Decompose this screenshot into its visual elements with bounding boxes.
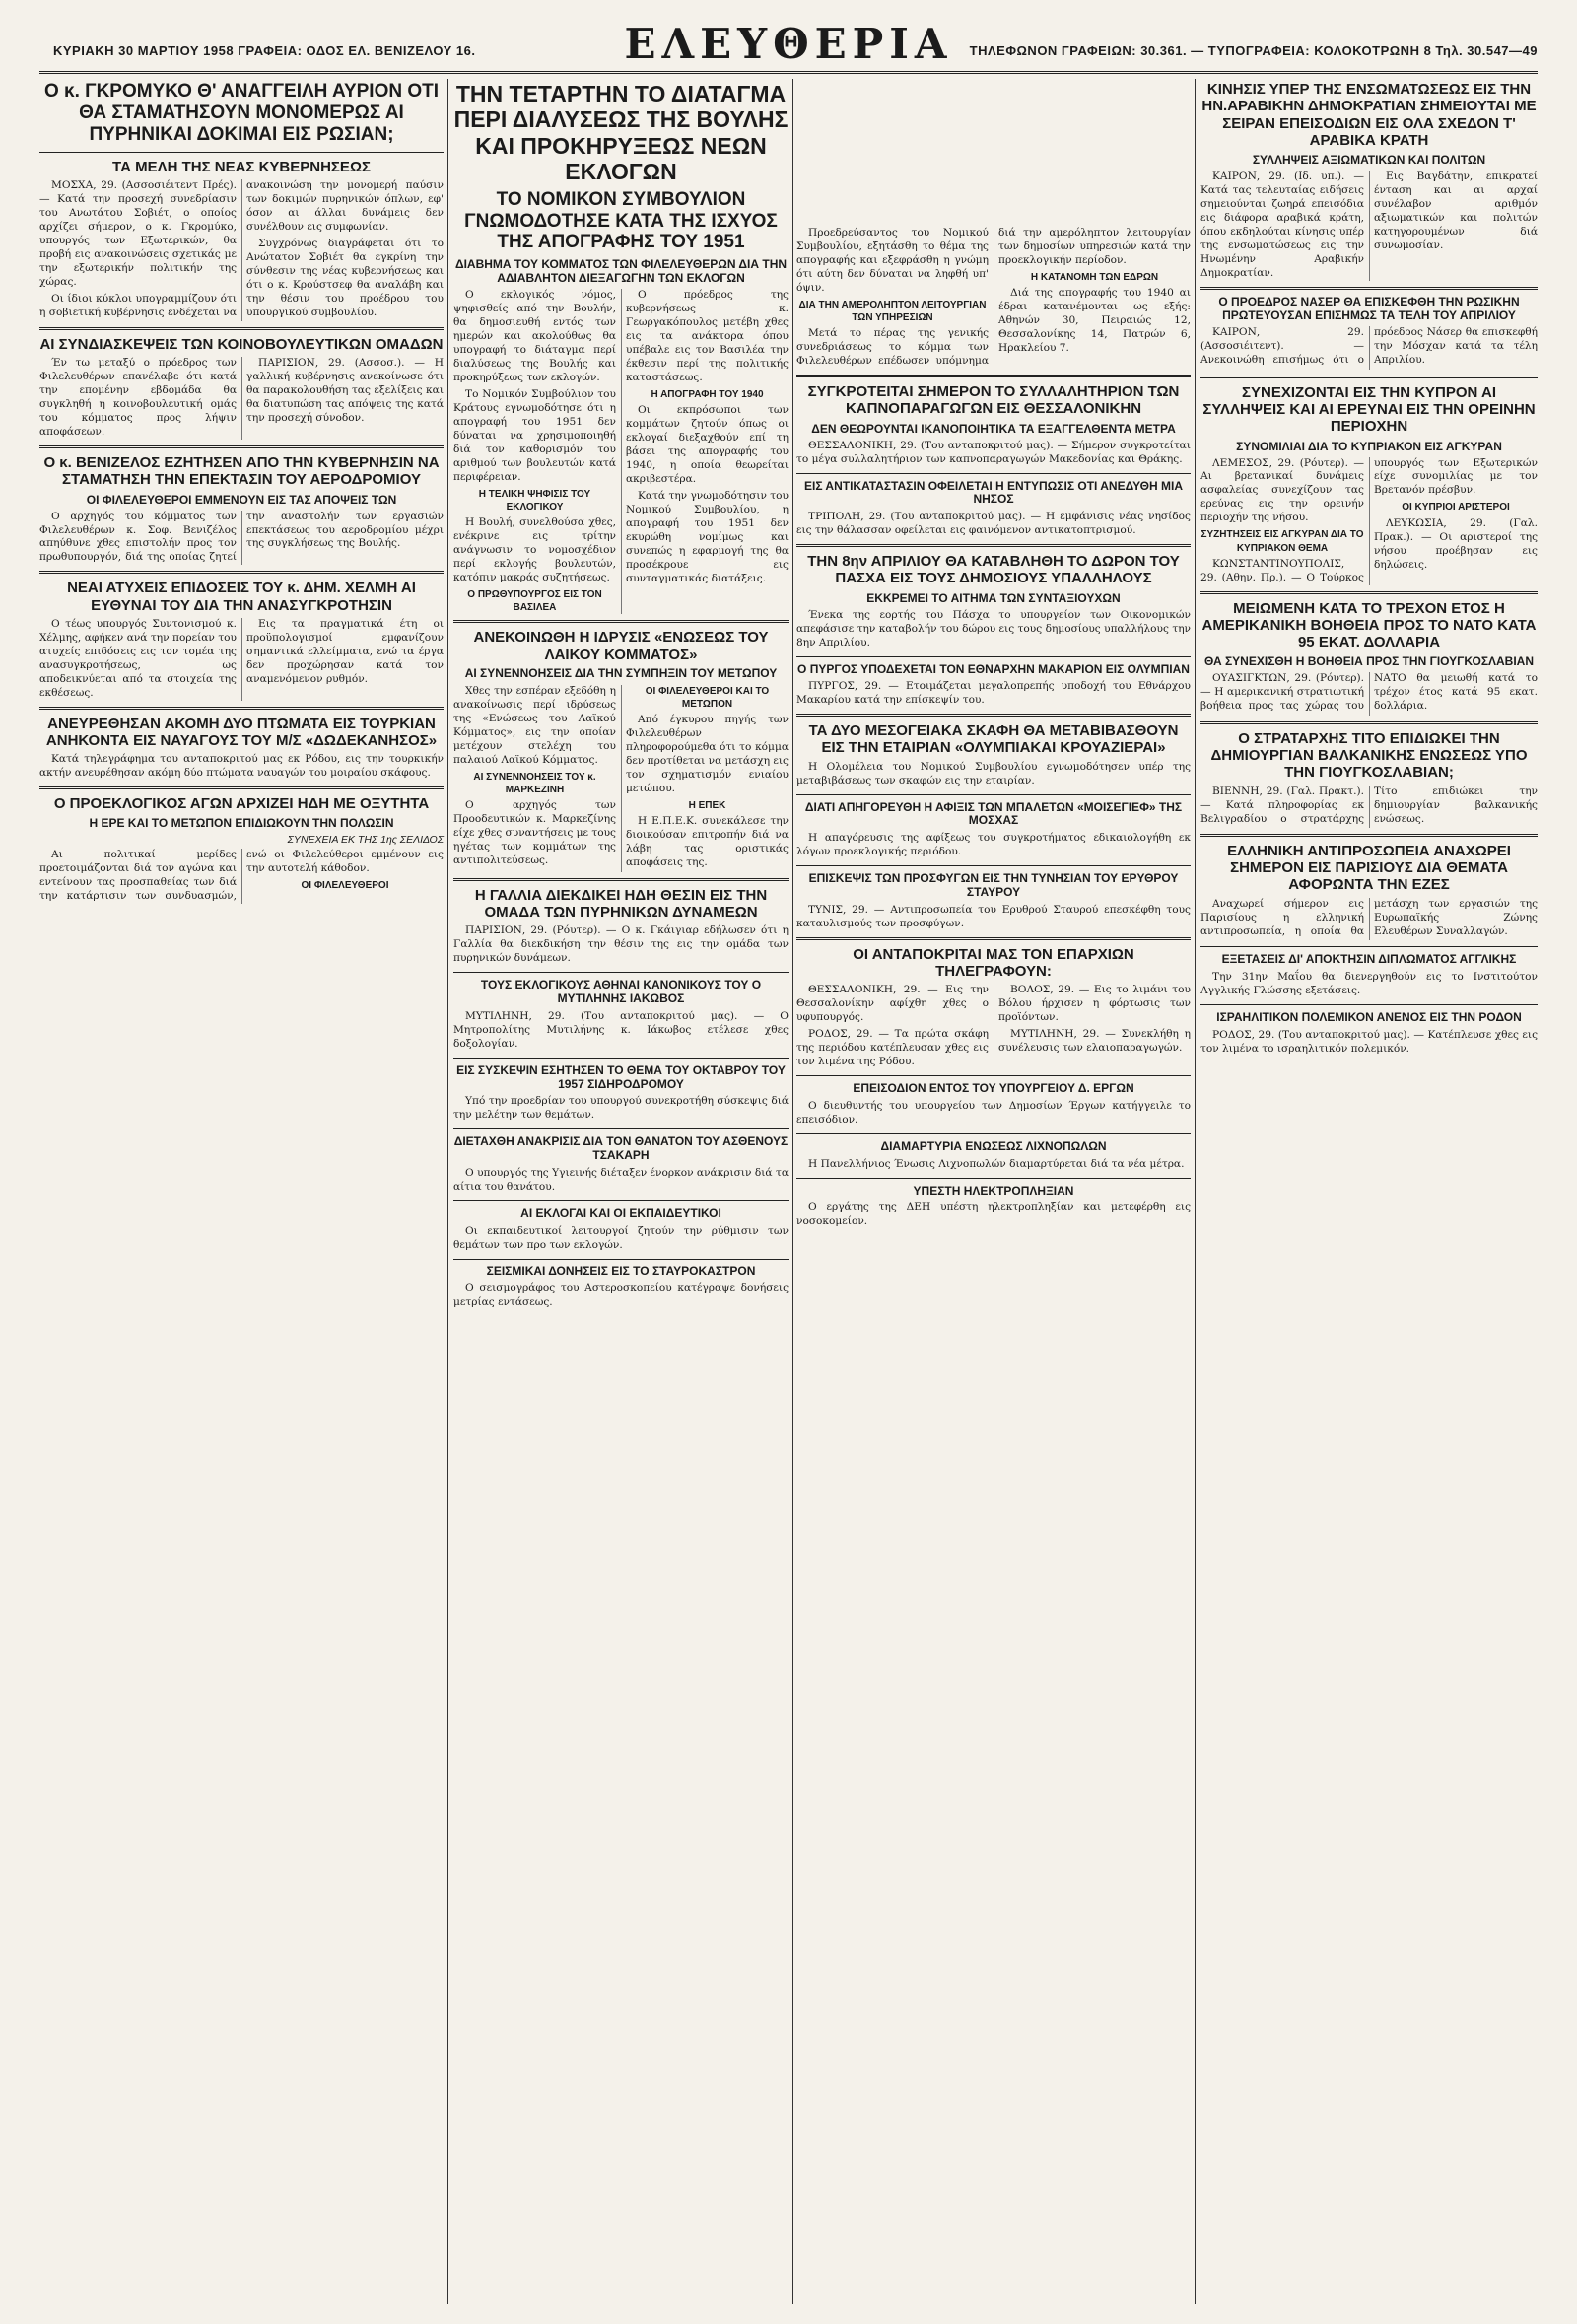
headline-tobacco: ΣΥΓΚΡΟΤΕΙΤΑΙ ΣΗΜΕΡΟΝ ΤΟ ΣΥΛΛΑΛΗΤΗΡΙΟΝ ΤΩΝ ΚΑΠΝΟΠΑΡΑΓΩΓΩΝ ΕΙΣ ΘΕΣΣΑΛΟΝΙΚΗΝ [807, 383, 1180, 418]
subhead-cabinet: ΤΑ ΜΕΛΗ ΤΗΣ ΝΕΑΣ ΚΥΒΕΡΝΗΣΕΩΣ [112, 158, 371, 175]
paragraph: ΚΩΝΣΤΑΝΤΙΝΟΥΠΟΛΙΣ, 29. (Αθην. Πρ.). — Ο Τούρκος υπουργός των Εξωτερικών είχε συνομιλίας με τον Βρετανόν πρέσβυν. [1200, 456, 1538, 583]
paragraph: ΚΑΙΡΟΝ, 29. (Ασσοσιέιτεντ). — Ανεκοινώθη επισήμως ότι ο πρόεδρος Νάσερ θα επισκεφθή την Μόσχαν κατά τα τέλη Απριλίου. [1200, 326, 1538, 367]
article-body [796, 984, 1191, 1069]
paragraph: Εις Βαγδάτην, επικρατεί ένταση και αι αρχαί συνέλαβον αριθμόν αξιωματικών και πολιτών κατηγορουμένων διά συνωμοσίαν. [1374, 171, 1538, 251]
paragraph: Εις τα πραγματικά έτη οι προϋπολογισμοί εμφανίζουν σημαντικά ελλείμματα, ενώ τα έργα δεν προχώρησαν κατά τον αναμενόμενον ρυθμόν. [246, 617, 444, 685]
paragraph: Κατά τηλεγράφημα του ανταποκριτού μας εκ Ρόδου, εις την τουρκικήν ακτήν ανευρέθησαν ακόμη δύο πτώματα ναυαγών του μοιραίου σκάφους. [39, 753, 444, 780]
paragraph: ΡΟΔΟΣ, 29. (Του ανταποκριτού μας). — Κατέπλευσε χθες εις τον λιμένα το ισραηλιτικόν πολεμικόν. [1200, 1028, 1538, 1055]
headline-dodecanese: ΑΝΕΥΡΕΘΗΣΑΝ ΑΚΟΜΗ ΔΥΟ ΠΤΩΜΑΤΑ ΕΙΣ ΤΟΥΡΚΙΑΝ ΑΝΗΚΟΝΤΑ ΕΙΣ ΝΑΥΑΓΟΥΣ ΤΟΥ Μ/Σ «ΔΩΔΕΚΑΝΗΣΟΣ» [45, 715, 438, 749]
paragraph: Συγχρόνως διαγράφεται ότι το Ανώτατον Σοβιέτ θα εγκρίνη την σύνθεσιν της νέας κυβερνήσεως και ότι ο κ. Κρούστσεφ θα αναλάβη και την θέσιν του προέδρου του υπουργικού συμβουλίου. [246, 237, 444, 318]
article-dodecanese [39, 716, 444, 781]
paragraph: Ο εργάτης της ΔΕΗ υπέστη ηλεκτροπληξίαν και μετεφέρθη εις νοσοκομείον. [796, 1201, 1191, 1228]
subhead-polarization: Η ΕΡΕ ΚΑΙ ΤΟ ΜΕΤΩΠΟΝ ΕΠΙΔΙΩΚΟΥΝ ΤΗΝ ΠΟΛΩΣΙΝ [89, 816, 394, 831]
article-easter-bonus [796, 553, 1191, 649]
subhead-arrests: ΣΥΛΛΗΨΕΙΣ ΑΞΙΩΜΑΤΙΚΩΝ ΚΑΙ ΠΟΛΙΤΩΝ [1252, 153, 1486, 167]
section-label: Η ΕΠΕΚ [688, 799, 726, 811]
paragraph: Έν τω μεταξύ ο πρόεδρος των Φιλελευθέρων επανέλαβε ότι κατά την επομένην εβδομάδα θα συγκληθή η κοινοβουλευτική ομάς του κόμματος προς λήψιν αποφάσεων. [39, 357, 237, 439]
article-body [796, 511, 1191, 538]
lead-subhead: ΔΙΑΒΗΜΑ ΤΟΥ ΚΟΜΜΑΤΟΣ ΤΩΝ ΦΙΛΕΛΕΥΘΕΡΩΝ ΔΙΑ ΤΗΝ ΑΔΙΑΒΛΗΤΟΝ ΔΙΕΞΑΓΩΓΗΝ ΤΩΝ ΕΚΛΟΓΩΝ [454, 257, 788, 286]
headline-popular-party: ΑΝΕΚΟΙΝΩΘΗ Η ΙΔΡΥΣΙΣ «ΕΝΩΣΕΩΣ ΤΟΥ ΛΑΙΚΟΥ ΚΟΜΜΑΤΟΣ» [473, 629, 769, 663]
article-body [796, 761, 1191, 788]
column-4 [1200, 79, 1538, 2304]
newspaper-page [39, 20, 1538, 2304]
paragraph: Οι ίδιοι κύκλοι υπογραμμίζουν ότι η σοβιετική κυβέρνησις ενδέχεται να ανακοινώση την μονομερή παύσιν των δοκιμών πυρηνικών όπλων, εφ' όσον αι άλλαι δυνάμεις δεν συνέλθουν εις συμφωνίαν. [39, 178, 444, 318]
article-helmis [39, 580, 444, 700]
article-body [796, 832, 1191, 859]
headline-mytilene: ΤΟΥΣ ΕΚΛΟΓΙΚΟΥΣ ΑΘΗΝΑΙ ΚΑΝΟΝΙΚΟΥΣ ΤΟΥ Ο ΜΥΤΙΛΗΝΗΣ ΙΑΚΩΒΟΣ [480, 978, 762, 1006]
section-label: ΟΙ ΦΙΛΕΛΕΥΘΕΡΟΙ [301, 880, 389, 892]
paragraph: Την 31ην Μαΐου θα διενεργηθούν εις το Ινστιτούτον Αγγλικής Γλώσσης εξετάσεις. [1200, 970, 1538, 996]
column-2 [453, 79, 788, 2304]
headline-helmis: ΝΕΑΙ ΑΤΥΧΕΙΣ ΕΠΙΔΟΣΕΙΣ ΤΟΥ κ. ΔΗΜ. ΧΕΛΜΗ ΑΙ ΕΥΘΥΝΑΙ ΤΟΥ ΔΙΑ ΤΗΝ ΑΝΑΣΥΓΚΡΟΤΗΣΙΝ [67, 580, 416, 614]
continuation-note: ΣΥΝΕΧΕΙΑ ΕΚ ΤΗΣ 1ης ΣΕΛΙΔΟΣ [287, 834, 444, 847]
article-body [796, 1100, 1191, 1128]
article-ballet [796, 801, 1191, 860]
column-3 [796, 79, 1191, 2304]
article-body [453, 685, 788, 872]
article-body [453, 289, 788, 614]
headline-easter-bonus: ΤΗΝ 8ην ΑΠΡΙΛΙΟΥ ΘΑ ΚΑΤΑΒΛΗΘΗ ΤΟ ΔΩΡΟΝ ΤΟΥ ΠΑΣΧΑ ΕΙΣ ΤΟΥΣ ΔΗΜΟΣΙΟΥΣ ΥΠΑΛΛΗΛΟΥΣ [807, 553, 1180, 587]
headline-pyrgos: Ο ΠΥΡΓΟΣ ΥΠΟΔΕΧΕΤΑΙ ΤΟΝ ΕΘΝΑΡΧΗΝ ΜΑΚΑΡΙΟΝ ΕΙΣ ΟΛΥΜΠΙΑΝ [797, 661, 1190, 676]
article-english-exams [1200, 953, 1538, 998]
article-body [453, 1167, 788, 1195]
paragraph: ΒΟΛΟΣ, 29. — Εις το λιμάνι του Βόλου ήρχισεν η φόρτωσις των προϊόντων. [998, 984, 1191, 1024]
headline-groups: ΑΙ ΣΥΝΔΙΑΣΚΕΨΕΙΣ ΤΩΝ ΚΟΙΝΟΒΟΥΛΕΥΤΙΚΩΝ ΟΜΑΔΩΝ [39, 335, 444, 353]
paragraph: ΛΕΥΚΩΣΙΑ, 29. (Γαλ. Πρακ.). — Οι αριστεροί της νήσου προέβησαν εις δηλώσεις. [1374, 516, 1538, 571]
paragraph: Αι πολιτικαί μερίδες προετοιμάζονται διά τον αγώνα και εντείνουν τας προσπαθείας των διά την κατάρτισιν των συνδυασμών, ενώ οι Φιλελεύθεροι εμμένουν εις την αυτοτελή κάθοδον. [39, 849, 444, 903]
article-body [796, 1201, 1191, 1229]
paragraph: ΠΑΡΙΣΙΟΝ, 29. (Ασσοσ.). — Η γαλλική κυβέρνησις ανεκοίνωσε ότι θα παρακολουθήση τας εξελίξεις και θα διατυπώση τας απόψεις της κατά την προσεχή σύνοδον. [246, 357, 444, 425]
paragraph: ΠΑΡΙΣΙΟΝ, 29. (Ρόυτερ). — Ο κ. Γκάιγιαρ εδήλωσεν ότι η Γαλλία θα διεκδικήση την θέσιν της εις την ομάδα των πυρηνικών δυνάμεων. [453, 924, 788, 965]
paragraph: Ο πρόεδρος της κυβερνήσεως κ. Γεωργακόπουλος μετέβη χθες εις τα ανάκτορα όπου υπέβαλε εις τον Βασιλέα την έκθεσιν περί της πολιτικής καταστάσεως. [626, 289, 788, 384]
article-mirage [796, 480, 1191, 539]
article-israeli-ship [1200, 1011, 1538, 1057]
article-body [453, 1225, 788, 1253]
paragraph: ΠΥΡΓΟΣ, 29. — Ετοιμάζεται μεγαλοπρεπής υποδοχή του Εθνάρχου Μακαρίου κατά την επίσκεψίν του. [796, 680, 1191, 707]
paragraph: Οι εκπαιδευτικοί λειτουργοί ζητούν την ρύθμισιν των θεμάτων των προ των εκλογών. [453, 1224, 788, 1251]
article-body [796, 1158, 1191, 1172]
headline-teachers: ΑΙ ΕΚΛΟΓΑΙ ΚΑΙ ΟΙ ΕΚΠΑΙΔΕΥΤΙΚΟΙ [520, 1205, 721, 1220]
headline-red-cross: ΕΠΙΣΚΕΨΙΣ ΤΩΝ ΠΡΟΣΦΥΓΩΝ ΕΙΣ ΤΗΝ ΤΥΝΗΣΙΑΝ ΤΟΥ ΕΡΥΘΡΟΥ ΣΤΑΥΡΟΥ [808, 871, 1179, 899]
article-inquiry [453, 1135, 788, 1195]
article-body [796, 227, 1191, 369]
section-label: ΑΙ ΣΥΝΕΝΝΟΗΣΕΙΣ ΤΟΥ κ. ΜΑΡΚΕΖΙΝΗ [473, 771, 596, 795]
article-body [39, 849, 444, 904]
article-body [796, 440, 1191, 467]
article-body [1200, 971, 1538, 998]
article-body [796, 609, 1191, 650]
headline-campaign: Ο ΠΡΟΕΚΛΟΓΙΚΟΣ ΑΓΩΝ ΑΡΧΙΖΕΙ ΗΔΗ ΜΕ ΟΞΥΤΗΤΑ [53, 795, 430, 813]
article-body [1200, 1029, 1538, 1057]
headline-cyprus: ΣΥΝΕΧΙΖΟΝΤΑΙ ΕΙΣ ΤΗΝ ΚΥΠΡΟΝ ΑΙ ΣΥΛΛΗΨΕΙΣ ΚΑΙ ΑΙ ΕΡΕΥΝΑΙ ΕΙΣ ΤΗΝ ΟΡΕΙΝΗΝ ΠΕΡΙΟΧΗΝ [1202, 383, 1536, 436]
section-label: Ο ΠΡΩΘΥΠΟΥΡΓΟΣ ΕΙΣ ΤΟΝ ΒΑΣΙΛΕΑ [467, 589, 602, 614]
article-body [39, 753, 444, 781]
paragraph: Υπό την προεδρίαν του υπουργού συνεκροτήθη σύσκεψις διά την μελέτην των θεμάτων. [453, 1095, 788, 1122]
headline-venizelos: Ο κ. ΒΕΝΙΖΕΛΟΣ ΕΖΗΤΗΣΕΝ ΑΠΟ ΤΗΝ ΚΥΒΕΡΝΗΣΙΝ ΝΑ ΣΤΑΜΑΤΗΣΗ ΤΗΝ ΕΠΕΚΤΑΣΙΝ ΤΟΥ ΑΕΡΟΔΡΟΜΙΟΥ [43, 454, 440, 489]
headline-efta: ΕΛΛΗΝΙΚΗ ΑΝΤΙΠΡΟΣΩΠΕΙΑ ΑΝΑΧΩΡΕΙ ΣΗΜΕΡΟΝ ΕΙΣ ΠΑΡΙΣΙΟΥΣ ΔΙΑ ΘΕΜΑΤΑ ΑΦΟΡΩΝΤΑ ΤΗΝ ΕΖΕΣ [1227, 842, 1511, 894]
article-mytilene [453, 979, 788, 1052]
masthead-phones: ΤΗΛΕΦΩΝΟΝ ΓΡΑΦΕΙΩΝ: 30.361. — ΤΥΠΟΓΡΑΦΕΙΑ: ΚΟΛΟΚΟΤΡΩΝΗ 8 Τηλ. 30.547—49 [969, 43, 1538, 58]
lead-continuation [796, 227, 1191, 369]
article-public-works [796, 1082, 1191, 1128]
article-lamp-sellers [796, 1140, 1191, 1172]
paragraph: ΛΕΜΕΣΟΣ, 29. (Ρόυτερ). — Αι βρετανικαί δυνάμεις ασφαλείας συνεχίζουν τας ερεύνας εις την ορεινήν περιοχήν της νήσου. [1200, 456, 1364, 524]
paragraph: Το Νομικόν Συμβούλιον του Κράτους εγνωμοδότησε ότι η απογραφή του 1951 δεν δύναται να χρησιμοποιηθή διά τον καθορισμόν του αριθμού των βουλευτών κατά περιφέρειαν. [453, 388, 616, 483]
column-1 [39, 79, 444, 2304]
article-venizelos-airport [39, 454, 444, 565]
subhead-liberals: ΟΙ ΦΙΛΕΛΕΥΘΕΡΟΙ ΕΜΜΕΝΟΥΝ ΕΙΣ ΤΑΣ ΑΠΟΨΕΙΣ ΤΩΝ [86, 492, 397, 507]
masthead-date-address: ΚΥΡΙΑΚΗ 30 ΜΑΡΤΙΟΥ 1958 ΓΡΑΦΕΙΑ: ΟΔΟΣ ΕΛ. ΒΕΝΙΖΕΛΟΥ 16. [53, 43, 476, 58]
section-label: ΣΥΖΗΤΗΣΕΙΣ ΕΙΣ ΑΓΚΥΡΑΝ ΔΙΑ ΤΟ ΚΥΠΡΙΑΚΟΝ ΘΕΜΑ [1200, 529, 1364, 554]
article-body [39, 357, 444, 440]
paragraph: ΜΥΤΙΛΗΝΗ, 29. — Συνεκλήθη η συνέλευσις των ελαιοπαραγωγών. [998, 1028, 1191, 1055]
paragraph: Η απαγόρευσις της αφίξεως του συγκροτήματος εδικαιολογήθη εκ λόγων προεκλογικής περιόδου. [796, 832, 1191, 858]
paragraph: ΟΥΑΣΙΓΚΤΩΝ, 29. (Ρόυτερ). — Η αμερικανική στρατιωτική βοήθεια προς τας χώρας του ΝΑΤΟ θα μειωθή κατά το τρέχον έτος κατά 95 εκατ. δολλάρια. [1200, 672, 1538, 713]
masthead [39, 20, 1538, 74]
headline-france: Η ΓΑΛΛΙΑ ΔΙΕΚΔΙΚΕΙ ΗΔΗ ΘΕΣΙΝ ΕΙΣ ΤΗΝ ΟΜΑΔΑ ΤΩΝ ΠΥΡΗΝΙΚΩΝ ΔΥΝΑΜΕΩΝ [474, 886, 768, 922]
article-railway [453, 1064, 788, 1124]
section-label: ΔΙΑ ΤΗΝ ΑΜΕΡΟΛΗΠΤΟΝ ΛΕΙΤΟΥΡΓΙΑΝ ΤΩΝ ΥΠΗΡΕΣΙΩΝ [798, 299, 987, 324]
article-red-cross [796, 872, 1191, 931]
paragraph: ΚΑΙΡΟΝ, 29. (Ιδ. υπ.). — Κατά τας τελευταίας ειδήσεις σημειούνται ζωηρά επεισόδια εις διάφορα αραβικά κράτη, όπου εκδηλούται κίνησις υπέρ της ενσωματώσεως εις την Ηνωμένην Αραβικήν Δημοκρατίαν. [1200, 171, 1364, 279]
paragraph: Ο διευθυντής του υπουργείου των Δημοσίων Έργων κατήγγειλε το επεισόδιον. [796, 1099, 1191, 1126]
article-body [1200, 672, 1538, 715]
paragraph: Χθες την εσπέραν εξεδόθη η ανακοίνωσις περί ιδρύσεως της «Ενώσεως του Λαϊκού Κόμματος», εις την οποίαν μετέχουν στελέχη του παλαιού Λαϊκού Κόμματος. [453, 684, 616, 766]
newspaper-title: ΕΛΕΥΘΕΡΙΑ [624, 20, 953, 68]
article-body [796, 680, 1191, 708]
paragraph: Ο τέως υπουργός Συντονισμού κ. Χέλμης, αφήκεν ανά την πορείαν του ατυχείς επιδόσεις εις τον τομέα της ανασυγκροτήσεως, ως αποδεικνύεται από τα στοιχεία της εκθέσεως. [39, 617, 237, 699]
paragraph: Κατά την γνωμοδότησιν του Νομικού Συμβουλίου, η απογραφή του 1951 δεν εκυρώθη νομίμως και συνεπώς η εφαρμογή της θα προσέκρουε εις συνταγματικάς διατάξεις. [626, 490, 788, 584]
paragraph: Ο υπουργός της Υγιεινής διέταξεν ένορκον ανάκρισιν διά τα αίτια του θανάτου. [453, 1166, 788, 1193]
headline-inquiry: ΔΙΕΤΑΧΘΗ ΑΝΑΚΡΙΣΙΣ ΔΙΑ ΤΟΝ ΘΑΝΑΤΟΝ ΤΟΥ ΑΣΘΕΝΟΥΣ ΤΣΑΚΑΡΗ [453, 1134, 788, 1163]
lead-article [453, 81, 788, 614]
article-body [1200, 326, 1538, 369]
headline-earthquake: ΣΕΙΣΜΙΚΑΙ ΔΟΝΗΣΕΙΣ ΕΙΣ ΤΟ ΣΤΑΥΡΟΚΑΣΤΡΟΝ [486, 1264, 756, 1278]
headline-arab-states: ΚΙΝΗΣΙΣ ΥΠΕΡ ΤΗΣ ΕΝΣΩΜΑΤΩΣΕΩΣ ΕΙΣ ΤΗΝ ΗΝ.ΑΡΑΒΙΚΗΝ ΔΗΜΟΚΡΑΤΙΑΝ ΣΗΜΕΙΟΥΤΑΙ ΜΕ ΣΕΙΡΑΝ ΕΠΕΙΣΟΔΙΩΝ ΕΙΣ ΟΛΑ ΣΧΕΔΟΝ Τ' ΑΡΑΒΙΚΑ ΚΡΑΤΗ [1201, 81, 1537, 149]
article-arab-states [1200, 81, 1538, 281]
headline-nato-aid: ΜΕΙΩΜΕΝΗ ΚΑΤΑ ΤΟ ΤΡΕΧΟΝ ΕΤΟΣ Η ΑΜΕΡΙΚΑΝΙΚΗ ΒΟΗΘΕΙΑ ΠΡΟΣ ΤΟ ΝΑΤΟ ΚΑΤΑ 95 ΕΚΑΤ. ΔΟΛΛΑΡΙΑ [1201, 599, 1537, 651]
headline-israeli-ship: ΙΣΡΑΗΛΙΤΙΚΟΝ ΠΟΛΕΜΙΚΟΝ ΑΝΕΝΟΣ ΕΙΣ ΤΗΝ ΡΟΔΟΝ [1216, 1009, 1522, 1024]
section-label: Η ΤΕΛΙΚΗ ΨΗΦΙΣΙΣ ΤΟΥ ΕΚΛΟΓΙΚΟΥ [478, 488, 591, 513]
subhead-ankara: ΣΥΝΟΜΙΛΙΑΙ ΔΙΑ ΤΟ ΚΥΠΡΙΑΚΟΝ ΕΙΣ ΑΓΚΥΡΑΝ [1236, 439, 1502, 453]
paragraph: Η Ολομέλεια του Νομικού Συμβουλίου εγνωμοδότησεν υπέρ της μεταβιβάσεως των σκαφών εις την εταιρίαν. [796, 760, 1191, 786]
headline-electrocution: ΥΠΕΣΤΗ ΗΛΕΚΤΡΟΠΛΗΞΙΑΝ [913, 1183, 1074, 1197]
article-body [39, 618, 444, 701]
section-label: ΟΙ ΦΙΛΕΛΕΥΘΕΡΟΙ ΚΑΙ ΤΟ ΜΕΤΩΠΟΝ [645, 685, 770, 710]
paragraph: ΤΥΝΙΣ, 29. — Αντιπροσωπεία του Ερυθρού Σταυρού επεσκέφθη τους καταυλισμούς των προσφύγων. [796, 903, 1191, 929]
article-electrocution [796, 1185, 1191, 1230]
lead-headline-2: ΤΟ ΝΟΜΙΚΟΝ ΣΥΜΒΟΥΛΙΟΝ ΓΝΩΜΟΔΟΤΗΣΕ ΚΑΤΑ ΤΗΣ ΙΣΧΥΟΣ ΤΗΣ ΑΠΟΓΡΑΦΗΣ ΤΟΥ 1951 [464, 188, 778, 253]
article-france-nuclear [453, 887, 788, 966]
article-tobacco [796, 383, 1191, 466]
headline-mirage: ΕΙΣ ΑΝΤΙΚΑΤΑΣΤΑΣΙΝ ΟΦΕΙΛΕΤΑΙ Η ΕΝΤΥΠΩΣΙΣ ΟΤΙ ΑΝΕΔΥΘΗ ΜΙΑ ΝΗΣΟΣ [803, 478, 1183, 507]
paragraph: Η Βουλή, συνελθούσα χθες, ενέκρινε εις τρίτην ανάγνωσιν το νομοσχέδιον περί εκλογής βουλευτών, κατόπιν μακράς συζητήσεως. [453, 516, 616, 584]
paragraph: Η Πανελλήνιος Ένωσις Λιχνοπωλών διαμαρτύρεται διά τα νέα μέτρα. [808, 1157, 1185, 1170]
headline-gromyko: Ο κ. ΓΚΡΟΜΥΚΟ Θ' ΑΝΑΓΓΕΙΛΗ ΑΥΡΙΟΝ ΟΤΙ ΘΑ ΣΤΑΜΑΤΗΣΟΥΝ ΜΟΝΟΜΕΡΩΣ ΑΙ ΠΥΡΗΝΙΚΑΙ ΔΟΚΙΜΑΙ ΕΙΣ ΡΩΣΙΑΝ; [43, 81, 440, 145]
column-divider [792, 79, 793, 2304]
headline-english-exams: ΕΞΕΤΑΣΕΙΣ ΔΙ' ΑΠΟΚΤΗΣΙΝ ΔΙΠΛΩΜΑΤΟΣ ΑΓΓΛΙΚΗΣ [1221, 952, 1517, 967]
article-body [453, 1282, 788, 1310]
section-label: Η ΑΠΟΓΡΑΦΗ ΤΟΥ 1940 [651, 389, 764, 401]
section-label: ΟΙ ΚΥΠΡΙΟΙ ΑΡΙΣΤΕΡΟΙ [1402, 502, 1510, 513]
paragraph: Ένεκα της εορτής του Πάσχα το υπουργείον των Οικονομικών απεφάσισε την καταβολήν του δώρου εις τους δημοσίους υπαλλήλους την 8ην Απριλίου. [796, 608, 1191, 649]
paragraph: Προεδρεύσαντος του Νομικού Συμβουλίου, εξητάσθη το θέμα της απογραφής και εξεφράσθη η γνώμη ότι αύτη δεν δύναται να ληφθή υπ' όψιν. [796, 227, 989, 294]
headline-correspondents: ΟΙ ΑΝΤΑΠΟΚΡΙΤΑΙ ΜΑΣ ΤΟΝ ΕΠΑΡΧΙΩΝ ΤΗΛΕΓΡΑΦΟΥΝ: [853, 945, 1134, 980]
subhead-measures: ΔΕΝ ΘΕΩΡΟΥΝΤΑΙ ΙΚΑΝΟΠΟΙΗΤΙΚΑ ΤΑ ΕΞΑΓΓΕΛΘΕΝΤΑ ΜΕΤΡΑ [811, 421, 1176, 436]
paragraph: ΜΟΣΧΑ, 29. (Ασσοσιέιτεντ Πρές). — Κατά την προσεχή συνεδρίασιν του Ανωτάτου Σοβιέτ, ο οποίος αρχίζει σήμερον, ο κ. Γκρομύκο, υπουργός των Εξωτερικών, θα προβή εις ανακοινώσεις σχετικάς με την εξωτερικήν πολιτικήν της χώρας. [39, 178, 237, 288]
paragraph: Από έγκυρου πηγής των Φιλελευθέρων πληροφορούμεθα ότι το κόμμα δεν προτίθεται να μετάσχη εις τον σχηματισμόν ενιαίου μετώπου. [626, 714, 788, 794]
paragraph: Οι εκπρόσωποι των κομμάτων ζητούν όπως οι εκλογαί διεξαχθούν επί τη βάσει της απογραφής του 1940, η οποία θεωρείται ακριβεστέρα. [626, 404, 788, 486]
lead-headline: ΤΗΝ ΤΕΤΑΡΤΗΝ ΤΟ ΔΙΑΤΑΓΜΑ ΠΕΡΙ ΔΙΑΛΥΣΕΩΣ ΤΗΣ ΒΟΥΛΗΣ ΚΑΙ ΠΡΟΚΗΡΥΞΕΩΣ ΝΕΩΝ ΕΚΛΟΓΩΝ [453, 81, 788, 185]
article-body [1200, 898, 1538, 940]
paragraph: Ο σεισμογράφος του Αστεροσκοπείου κατέγραψε δονήσεις μετρίας εντάσεως. [453, 1282, 788, 1309]
headline-railway: ΕΙΣ ΣΥΣΚΕΨΙΝ ΕΣΗΤΗΣΕΝ ΤΟ ΘΕΜΑ ΤΟΥ ΟΚΤΑΒΡΟΥ ΤΟΥ 1957 ΣΙΔΗΡΟΔΡΟΜΟΥ [456, 1062, 786, 1091]
article-body [39, 179, 444, 321]
paragraph: ΒΙΕΝΝΗ, 29. (Γαλ. Πρακτ.). — Κατά πληροφορίας εκ Βελιγραδίου ο στρατάρχης Τίτο επιδιώκει την δημιουργίαν βαλκανικής ενώσεως. [1200, 785, 1538, 825]
subhead-front: ΑΙ ΣΥΝΕΝΝΟΗΣΕΙΣ ΔΙΑ ΤΗΝ ΣΥΜΠΗΞΙΝ ΤΟΥ ΜΕΤΩΠΟΥ [464, 665, 778, 680]
paragraph: ΡΟΔΟΣ, 29. — Τα πρώτα σκάφη της περιόδου κατέπλευσαν χθες εις τον λιμένα της Ρόδου. [796, 1028, 989, 1068]
article-efta [1200, 843, 1538, 940]
article-election-campaign [39, 795, 444, 904]
headline-nasser: Ο ΠΡΟΕΔΡΟΣ ΝΑΣΕΡ ΘΑ ΕΠΙΣΚΕΦΘΗ ΤΗΝ ΡΩΣΙΚΗΝ ΠΡΩΤΕΥΟΥΣΑΝ ΕΠΙΣΗΜΩΣ ΤΑ ΤΕΛΗ ΤΟΥ ΑΠΡΙΛΙΟΥ [1218, 294, 1520, 322]
article-pyrgos [796, 663, 1191, 709]
article-body [1200, 171, 1538, 281]
article-teachers [453, 1207, 788, 1253]
column-divider [447, 79, 448, 2304]
paragraph: Αναχωρεί σήμερον εις Παρισίους η ελληνική αντιπροσωπεία, η οποία θα μετάσχη των εργασιών της Ευρωπαϊκής Ζώνης Ελευθέρων Συναλλαγών. [1200, 897, 1538, 937]
section-label: Η ΚΑΤΑΝΟΜΗ ΤΩΝ ΕΔΡΩΝ [1030, 271, 1159, 283]
article-nasser [1200, 296, 1538, 370]
paragraph: Μετά το πέρας της γενικής συνεδριάσεως το κόμμα των Φιλελευθέρων επέδωσεν υπόμνημα διά την αμερόληπτον λειτουργίαν των δημοσίων υπηρεσιών κατά την προεκλογικήν περίοδον. [796, 227, 1191, 368]
article-nato-aid [1200, 600, 1538, 716]
paragraph: Η Ε.Π.Ε.Κ. συνεκάλεσε την διοικούσαν επιτροπήν διά να λάβη τας οριστικάς αποφάσεις της. [626, 815, 788, 869]
column-divider [1195, 79, 1196, 2304]
article-body [1200, 786, 1538, 828]
article-body [453, 924, 788, 966]
article-body [453, 1010, 788, 1052]
article-popular-party [453, 629, 788, 871]
paragraph: Ο εκλογικός νόμος, ψηφισθείς από την Βουλήν, θα δημοσιευθή εντός των ημερών και ακολούθως θα υπογραφή το διάταγμα περί διαλύσεως της Βουλής και προκηρύξεως των εκλογών. [453, 289, 616, 384]
headline-lamp-sellers: ΔΙΑΜΑΡΤΥΡΙΑ ΕΝΩΣΕΩΣ ΛΙΧΝΟΠΩΛΩΝ [880, 1138, 1107, 1153]
subhead-yugoslavia: ΘΑ ΣΥΝΕΧΙΣΘΗ Η ΒΟΗΘΕΙΑ ΠΡΟΣ ΤΗΝ ΓΙΟΥΓΚΟΣΛΑΒΙΑΝ [1203, 654, 1535, 669]
subhead-pensioners: ΕΚΚΡΕΜΕΙ ΤΟ ΑΙΤΗΜΑ ΤΩΝ ΣΥΝΤΑΞΙΟΥΧΩΝ [866, 590, 1121, 605]
paragraph: ΘΕΣΣΑΛΟΝΙΚΗ, 29. — Εις την Θεσσαλονίκην αφίχθη χθες ο υφυπουργός. [796, 984, 989, 1024]
article-body [1200, 457, 1538, 585]
paragraph: ΜΥΤΙΛΗΝΗ, 29. (Του ανταποκριτού μας). — Ο Μητροπολίτης Μυτιλήνης κ. Ιάκωβος ετέλεσε χθες δοξολογίαν. [453, 1009, 788, 1050]
headline-tito: Ο ΣΤΡΑΤΑΡΧΗΣ ΤΙΤΟ ΕΠΙΔΙΩΚΕΙ ΤΗΝ ΔΗΜΙΟΥΡΓΙΑΝ ΒΑΛΚΑΝΙΚΗΣ ΕΝΩΣΕΩΣ ΥΠΟ ΤΗΝ ΓΙΟΥΓΚΟΣΛΑΒΙΑΝ; [1210, 729, 1528, 782]
paragraph: Ο αρχηγός του κόμματος των Φιλελευθέρων κ. Σοφ. Βενιζέλος απηύθυνε χθες επιστολήν προς τον πρωθυπουργόν, διά της οποίας ζητεί την αναστολήν των εργασιών επεκτάσεως του αεροδρομίου μέχρι της συγκλήσεως της Βουλής. [39, 510, 444, 564]
article-body [39, 511, 444, 566]
article-parliamentary-groups [39, 336, 444, 440]
article-tito [1200, 730, 1538, 828]
article-earthquake [453, 1265, 788, 1311]
headline-public-works: ΕΠΕΙΣΟΔΙΟΝ ΕΝΤΟΣ ΤΟΥ ΥΠΟΥΡΓΕΙΟΥ Δ. ΕΡΓΩΝ [853, 1081, 1134, 1096]
paragraph: Διά της απογραφής του 1940 αι έδραι κατανέμονται ως εξής: Αθηνών 30, Πειραιώς 12, Θεσσαλονίκης 14, Πατρών 6, Ηρακλείου 7. [998, 287, 1191, 354]
article-body [453, 1095, 788, 1123]
article-cruises [796, 722, 1191, 787]
headline-ballet: ΔΙΑΤΙ ΑΠΗΓΟΡΕΥΘΗ Η ΑΦΙΞΙΣ ΤΩΝ ΜΠΑΛΕΤΩΝ «ΜΟΙΣΕΓΙΕΦ» ΤΗΣ ΜΟΣΧΑΣ [804, 799, 1183, 828]
article-body [796, 904, 1191, 931]
headline-cruises: ΤΑ ΔΥΟ ΜΕΣΟΓΕΙΑΚΑ ΣΚΑΦΗ ΘΑ ΜΕΤΑΒΙΒΑΣΘΟΥΝ ΕΙΣ ΤΗΝ ΕΤΑΙΡΙΑΝ «ΟΛΥΜΠΙΑΚΑΙ ΚΡΟΥΑΖΙΕΡΑΙ» [808, 722, 1179, 757]
paragraph: ΘΕΣΣΑΛΟΝΙΚΗ, 29. (Του ανταποκριτού μας). — Σήμερον συγκροτείται το μέγα συλλαλητήριον των καπνοπαραγωγών Μακεδονίας και Θράκης. [796, 439, 1191, 465]
article-gromyko [39, 81, 444, 321]
paragraph: ΤΡΙΠΟΛΗ, 29. (Του ανταποκριτού μας). — Η εμφάνισις νέας νησίδος εις την θάλασσαν οφείλεται εις φαινόμενον αντικατοπτρισμού. [796, 511, 1191, 537]
article-correspondents [796, 946, 1191, 1069]
paragraph: Ο αρχηγός των Προοδευτικών κ. Μαρκεζίνης είχε χθες συναντήσεις με τους ηγέτας των κομμάτων της αντιπολιτεύσεως. [453, 798, 616, 866]
article-cyprus [1200, 384, 1538, 585]
